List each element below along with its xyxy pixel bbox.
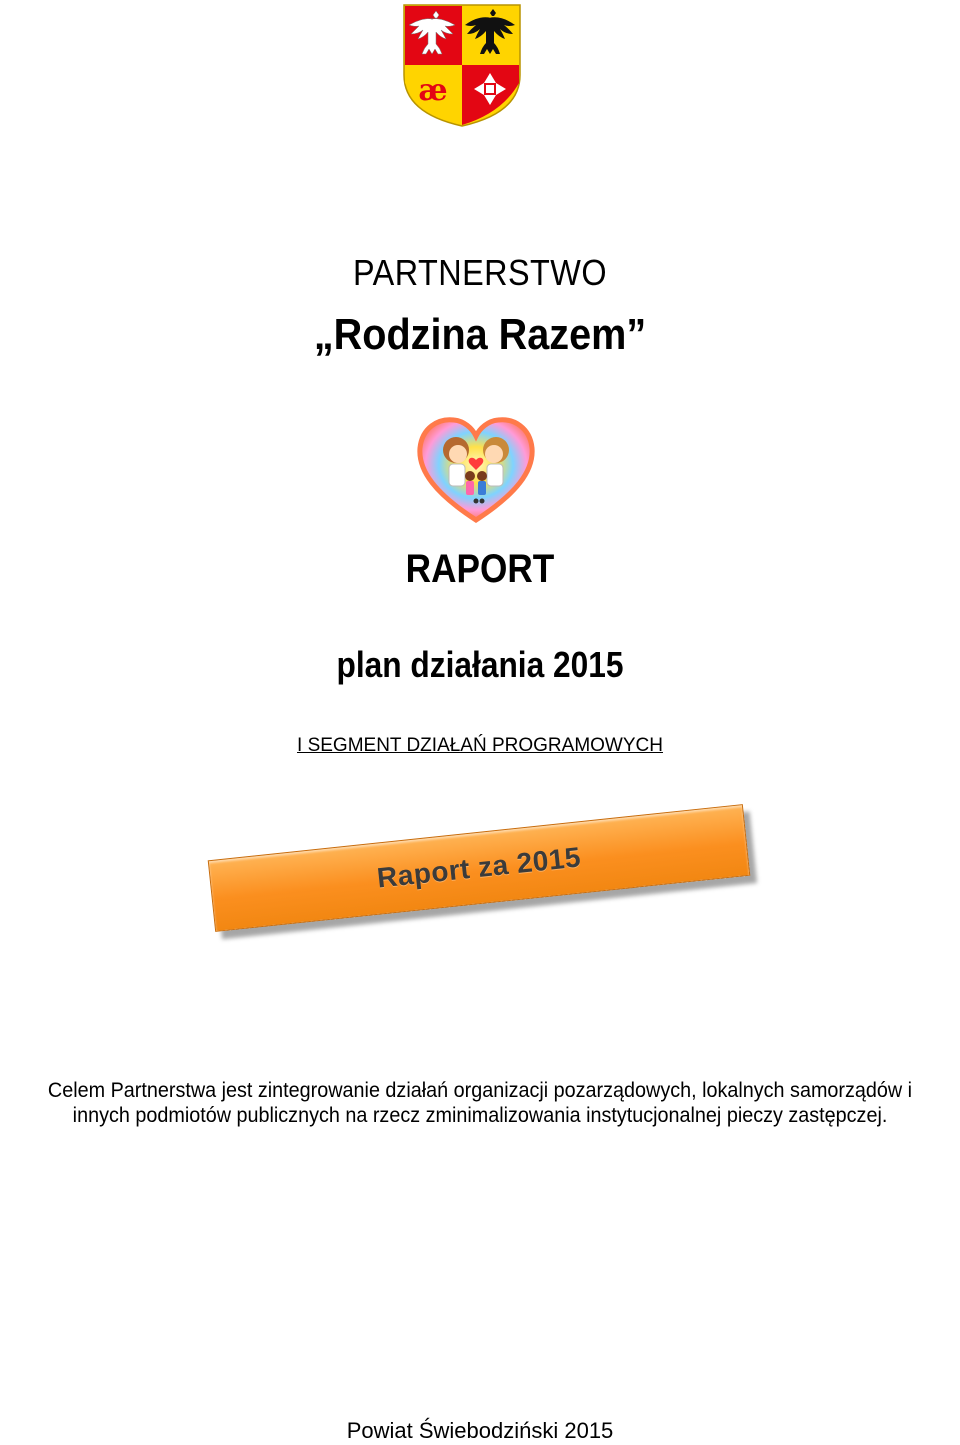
svg-text:æ: æ [418, 73, 448, 108]
partnership-name: „Rodzina Razem” [313, 310, 647, 359]
plan-subtitle: plan działania 2015 [336, 644, 624, 685]
report-banner [208, 804, 751, 932]
mission-statement: Celem Partnerstwa jest zintegrowanie działań organizacji pozarządowych, lokalnych samorządów i innych podmiotów publicznych na rzecz zminimalizowania instytucjonalnej pieczy zastępczej. [47, 1078, 913, 1127]
banner-label: Raport za 2015 [375, 841, 583, 894]
coat-of-arms-icon [402, 3, 522, 128]
report-title: RAPORT [405, 547, 555, 591]
segment-heading: I SEGMENT DZIAŁAŃ PROGRAMOWYCH [297, 735, 663, 756]
footer-text: Powiat Świebodziński 2015 [346, 1418, 614, 1443]
partnership-label: PARTNERSTWO [353, 252, 607, 293]
heart-family-logo-icon [416, 416, 536, 524]
